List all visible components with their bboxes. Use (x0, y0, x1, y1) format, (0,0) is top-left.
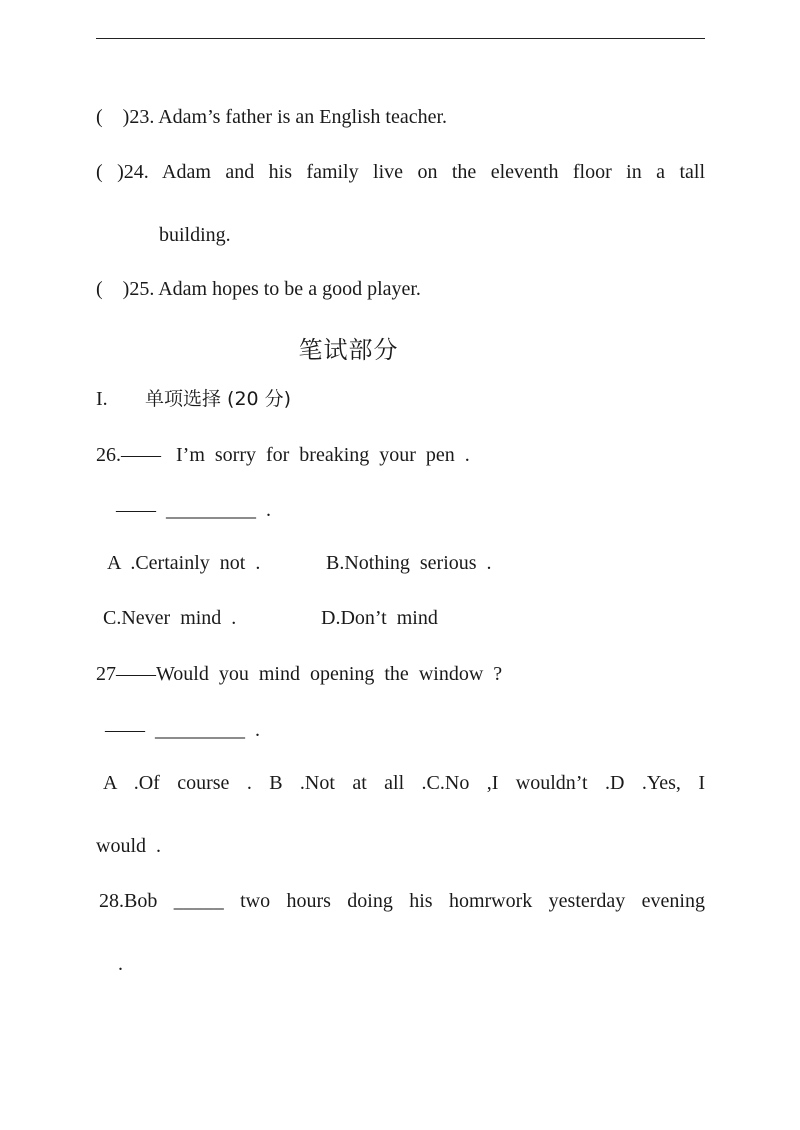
part-1-number: I. (96, 388, 108, 410)
question-27-reply: —— _________ . (105, 719, 260, 741)
question-24-line-2: building. (159, 224, 231, 246)
question-26-option-c: C.Never mind . (103, 607, 237, 629)
question-24-line-1: ( )24. Adam and his family live on the eleventh floor in a tall (96, 161, 705, 183)
question-26-option-d: D.Don’t mind (321, 607, 438, 629)
question-26-prompt: 26.—— I’m sorry for breaking your pen . (96, 444, 470, 466)
question-26-option-b: B.Nothing serious . (326, 552, 492, 574)
question-26-option-a: A .Certainly not . (107, 552, 261, 574)
question-26-reply: —— _________ . (116, 499, 271, 521)
question-25: ( )25. Adam hopes to be a good player. (96, 278, 421, 300)
question-28-line-1: 28.Bob _____ two hours doing his homrwork yesterday evening (99, 890, 705, 912)
header-rule (96, 38, 705, 39)
question-28-line-2: . (118, 953, 123, 975)
question-27-prompt: 27——Would you mind opening the window ? (96, 663, 503, 685)
section-title: 笔试部分 (298, 336, 399, 364)
question-27-options-line-1: A .Of course . B .Not at all .C.No ,I wouldn’t .D .Yes, I (103, 772, 705, 794)
question-27-options-line-2: would . (96, 835, 161, 857)
question-23: ( )23. Adam’s father is an English teacher. (96, 106, 448, 128)
part-1-title: 单项选择 (20 分) (145, 388, 292, 410)
